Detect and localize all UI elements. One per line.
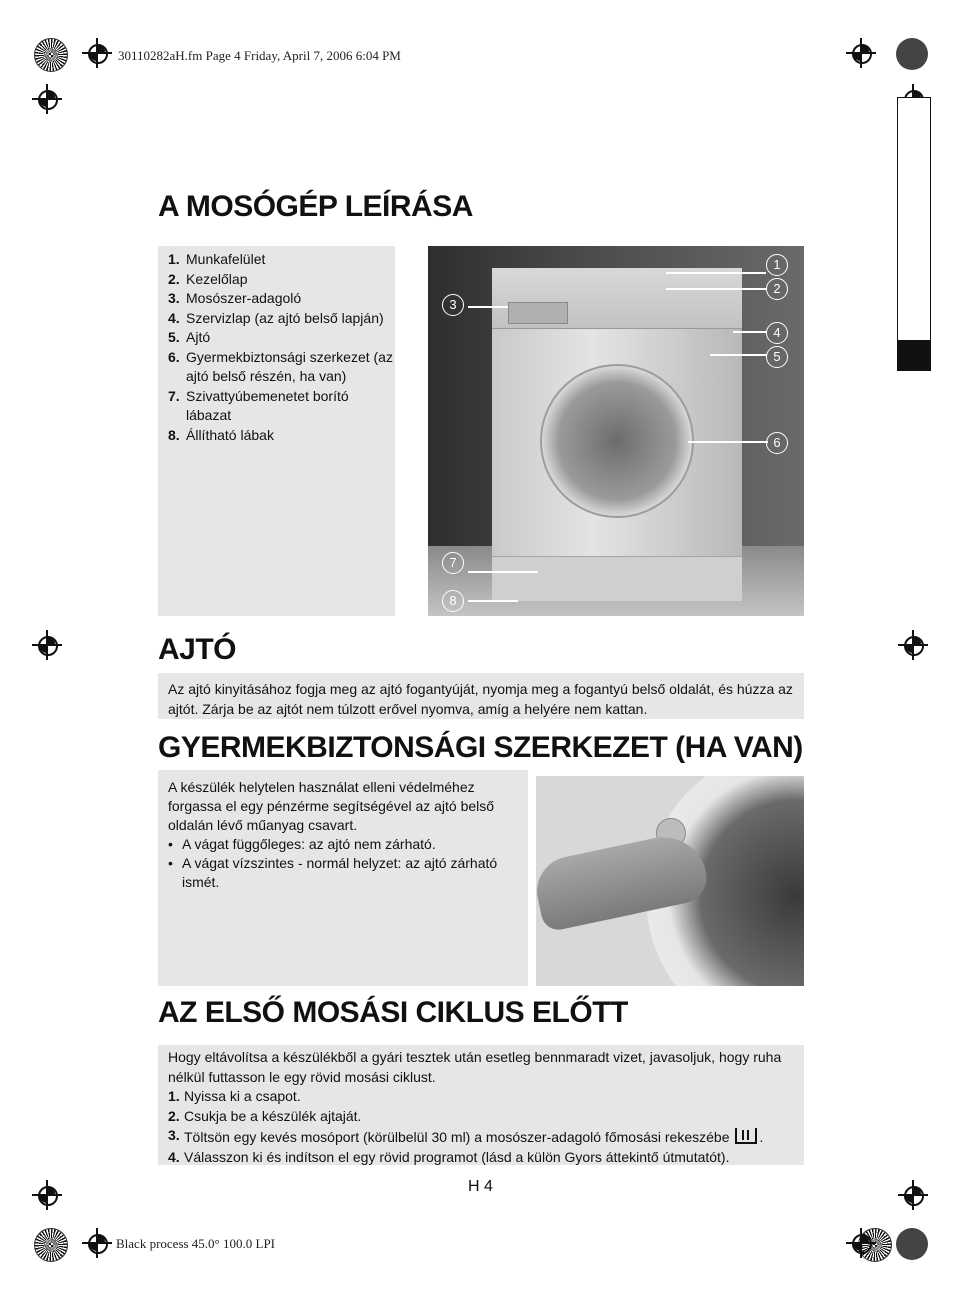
main-wash-compartment-icon: [735, 1128, 757, 1144]
print-header: 30110282aH.fm Page 4 Friday, April 7, 2006 6:04 PM: [118, 48, 401, 63]
plinth: [492, 556, 742, 601]
list-item: 2. Kezelőlap: [168, 270, 248, 287]
child-lock-photo: [536, 776, 804, 986]
section-title-child-safety: GYERMEKBIZTONSÁGI SZERKEZET (HA VAN): [158, 731, 803, 764]
callout-2: 2: [766, 278, 788, 300]
list-item: 3. Töltsön egy kevés mosóport (körülbelül 30 ml) a mosószer-adagoló főmosási rekeszébe .: [168, 1127, 764, 1145]
page-number: H 4: [468, 1178, 493, 1195]
list-item: 1. Munkafelület: [168, 251, 266, 267]
washing-machine-illustration: [492, 268, 742, 600]
callout-3: 3: [442, 294, 464, 316]
registration-mark-icon: [82, 38, 112, 68]
list-item: • A vágat vízszintes - normál helyzet: az ajtó zárható ismét.: [168, 854, 518, 892]
door-porthole: [540, 364, 694, 518]
registration-mark-icon: [846, 1228, 876, 1258]
registration-mark-icon: [32, 630, 62, 660]
callout-5: 5: [766, 346, 788, 368]
list-item: 3. Mosószer-adagoló: [168, 290, 302, 306]
list-item: 6. Gyermekbiztonsági szerkezet (az ajtó belső részén, ha van): [168, 348, 393, 384]
list-item: • A vágat függőleges: az ajtó nem zárható.: [168, 835, 518, 854]
chapter-tab-outline: [897, 97, 931, 371]
child-safety-list: [158, 835, 528, 892]
color-bar-circle-icon: [896, 1228, 928, 1260]
list-item: 1. Nyissa ki a csapot.: [168, 1088, 301, 1104]
list-item: 7. Szivattyúbemenetet borító lábazat: [168, 387, 349, 423]
section-title-description: A MOSÓGÉP LEÍRÁSA: [158, 190, 473, 223]
door-instructions-panel: [158, 673, 804, 719]
list-item: 4. Válasszon ki és indítson el egy rövid programot (lásd a külön Gyors áttekintő útmutatót).: [168, 1148, 730, 1165]
list-item: 2. Csukja be a készülék ajtaját.: [168, 1107, 362, 1124]
registration-mark-icon: [32, 1180, 62, 1210]
registration-mark-icon: [32, 84, 62, 114]
section-title-door: AJTÓ: [158, 633, 237, 666]
color-bar-circle-icon: [896, 38, 928, 70]
registration-mark-icon: [898, 1180, 928, 1210]
child-safety-panel: [158, 770, 528, 986]
parts-list: [158, 246, 395, 445]
registration-mark-icon: [846, 38, 876, 68]
parts-list-panel: [158, 246, 395, 616]
door-instructions-text: Az ajtó kinyitásához fogja meg az ajtó fogantyúját, nyomja meg a fogantyú belső oldalát, és húzza az ajtót. Zárja be az ajtót nem túlzott erővel nyomva, amíg a helyére nem kattan.: [168, 681, 793, 717]
registration-mark-icon: [898, 630, 928, 660]
first-wash-panel: [158, 1045, 804, 1165]
callout-1: 1: [766, 254, 788, 276]
print-footer: Black process 45.0° 100.0 LPI: [116, 1236, 276, 1251]
chapter-tab-marker: [897, 340, 931, 370]
list-item: 8. Állítható lábak: [168, 426, 274, 443]
callout-8: 8: [442, 590, 464, 612]
list-item: 4. Szervizlap (az ajtó belső lapján): [168, 309, 384, 326]
first-wash-steps: [158, 1087, 804, 1167]
child-safety-intro: A készülék helytelen használat elleni védelméhez forgassa el egy pénzérme segítségével az ajtó belső oldalán lévő műanyag csavart.: [168, 779, 495, 833]
callout-4: 4: [766, 322, 788, 344]
section-title-first-wash: AZ ELSŐ MOSÁSI CIKLUS ELŐTT: [158, 996, 628, 1029]
detergent-drawer: [508, 302, 568, 324]
list-item: 5. Ajtó: [168, 329, 211, 345]
callout-6: 6: [766, 432, 788, 454]
color-bar-starburst-icon: [34, 38, 68, 72]
callout-7: 7: [442, 552, 464, 574]
registration-mark-icon: [82, 1228, 112, 1258]
washing-machine-photo: [428, 246, 804, 616]
first-wash-intro: Hogy eltávolítsa a készülékből a gyári tesztek után esetleg bennmaradt vizet, javasoljuk, hogy ruha nélkül futtasson le egy rövid mosási ciklust.: [168, 1049, 782, 1085]
color-bar-starburst-icon: [34, 1228, 68, 1262]
